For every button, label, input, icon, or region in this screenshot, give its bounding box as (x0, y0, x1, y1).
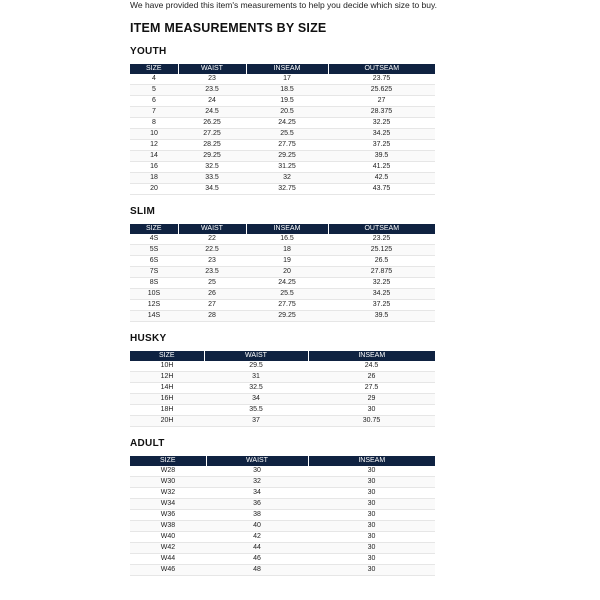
cell-inseam: 32 (246, 173, 328, 184)
cell-outseam: 27.875 (328, 267, 435, 278)
column-header-outseam: OUTSEAM (328, 224, 435, 234)
cell-waist: 42 (206, 532, 308, 543)
cell-size: W42 (130, 543, 206, 554)
cell-waist: 44 (206, 543, 308, 554)
cell-outseam: 37.25 (328, 140, 435, 151)
column-header-size: SIZE (130, 456, 206, 466)
cell-outseam: 39.5 (328, 311, 435, 322)
table-row (130, 278, 435, 289)
table-row (130, 300, 435, 311)
table-row (130, 256, 435, 267)
table-row (130, 532, 435, 543)
cell-outseam: 32.25 (328, 278, 435, 289)
table-row (130, 140, 435, 151)
table-row (130, 554, 435, 565)
table-row (130, 289, 435, 300)
section-title-youth: YOUTH (130, 46, 167, 57)
cell-waist: 29.25 (178, 151, 246, 162)
cell-size: 8 (130, 118, 178, 129)
column-header-size: SIZE (130, 64, 178, 74)
cell-size: 10H (130, 361, 204, 372)
cell-size: W40 (130, 532, 206, 543)
column-header-inseam: INSEAM (308, 351, 435, 361)
cell-inseam: 30 (308, 466, 435, 477)
table-header-row (130, 64, 435, 74)
table-row (130, 521, 435, 532)
cell-outseam: 25.125 (328, 245, 435, 256)
cell-outseam: 43.75 (328, 184, 435, 195)
intro-text: We have provided this item's measurements to help you decide which size to buy. (130, 0, 437, 10)
cell-waist: 27.25 (178, 129, 246, 140)
cell-inseam: 30 (308, 499, 435, 510)
cell-inseam: 19 (246, 256, 328, 267)
cell-inseam: 29 (308, 394, 435, 405)
cell-inseam: 30 (308, 477, 435, 488)
table-row (130, 372, 435, 383)
table-header-row (130, 224, 435, 234)
size-chart-page (130, 0, 436, 576)
cell-inseam: 20 (246, 267, 328, 278)
cell-inseam: 29.25 (246, 151, 328, 162)
cell-waist: 23.5 (178, 267, 246, 278)
cell-waist: 23 (178, 74, 246, 85)
table-row (130, 543, 435, 554)
cell-waist: 22.5 (178, 245, 246, 256)
column-header-inseam: INSEAM (246, 224, 328, 234)
cell-outseam: 39.5 (328, 151, 435, 162)
cell-outseam: 32.25 (328, 118, 435, 129)
cell-size: 5S (130, 245, 178, 256)
cell-waist: 33.5 (178, 173, 246, 184)
cell-waist: 32 (206, 477, 308, 488)
table-header-row (130, 351, 435, 361)
cell-size: W28 (130, 466, 206, 477)
size-table-youth (130, 64, 435, 195)
table-row (130, 477, 435, 488)
cell-outseam: 23.75 (328, 74, 435, 85)
cell-waist: 36 (206, 499, 308, 510)
table-row (130, 245, 435, 256)
table-row (130, 173, 435, 184)
cell-waist: 23.5 (178, 85, 246, 96)
column-header-waist: WAIST (206, 456, 308, 466)
cell-waist: 31 (204, 372, 308, 383)
cell-outseam: 25.625 (328, 85, 435, 96)
cell-inseam: 25.5 (246, 289, 328, 300)
size-table-adult (130, 456, 435, 576)
cell-waist: 34.5 (178, 184, 246, 195)
table-row (130, 184, 435, 195)
table-row (130, 488, 435, 499)
cell-size: 12 (130, 140, 178, 151)
column-header-size: SIZE (130, 351, 204, 361)
table-row (130, 118, 435, 129)
cell-outseam: 27 (328, 96, 435, 107)
cell-inseam: 26 (308, 372, 435, 383)
cell-outseam: 34.25 (328, 289, 435, 300)
cell-waist: 46 (206, 554, 308, 565)
column-header-waist: WAIST (178, 64, 246, 74)
table-header-row (130, 456, 435, 466)
cell-inseam: 27.75 (246, 300, 328, 311)
column-header-outseam: OUTSEAM (328, 64, 435, 74)
cell-inseam: 27.75 (246, 140, 328, 151)
cell-waist: 32.5 (204, 383, 308, 394)
cell-inseam: 30.75 (308, 416, 435, 427)
cell-waist: 48 (206, 565, 308, 576)
cell-size: 18 (130, 173, 178, 184)
cell-size: W44 (130, 554, 206, 565)
cell-size: W30 (130, 477, 206, 488)
table-row (130, 416, 435, 427)
cell-size: 10S (130, 289, 178, 300)
table-row (130, 267, 435, 278)
cell-waist: 38 (206, 510, 308, 521)
cell-size: 5 (130, 85, 178, 96)
cell-waist: 29.5 (204, 361, 308, 372)
table-row (130, 96, 435, 107)
cell-outseam: 37.25 (328, 300, 435, 311)
cell-waist: 26 (178, 289, 246, 300)
cell-waist: 28.25 (178, 140, 246, 151)
section-title-slim: SLIM (130, 206, 156, 217)
cell-inseam: 30 (308, 532, 435, 543)
table-row (130, 234, 435, 245)
cell-waist: 25 (178, 278, 246, 289)
cell-inseam: 18.5 (246, 85, 328, 96)
page-title: ITEM MEASUREMENTS BY SIZE (130, 21, 327, 35)
table-row (130, 162, 435, 173)
cell-outseam: 26.5 (328, 256, 435, 267)
table-row (130, 499, 435, 510)
cell-inseam: 30 (308, 488, 435, 499)
cell-outseam: 34.25 (328, 129, 435, 140)
section-title-adult: ADULT (130, 438, 165, 449)
cell-waist: 22 (178, 234, 246, 245)
cell-inseam: 30 (308, 554, 435, 565)
cell-waist: 23 (178, 256, 246, 267)
cell-waist: 30 (206, 466, 308, 477)
cell-inseam: 30 (308, 510, 435, 521)
cell-size: 14 (130, 151, 178, 162)
cell-inseam: 29.25 (246, 311, 328, 322)
cell-inseam: 30 (308, 565, 435, 576)
cell-size: W34 (130, 499, 206, 510)
cell-inseam: 16.5 (246, 234, 328, 245)
cell-size: 8S (130, 278, 178, 289)
table-row (130, 151, 435, 162)
cell-inseam: 30 (308, 521, 435, 532)
cell-waist: 28 (178, 311, 246, 322)
cell-size: 16 (130, 162, 178, 173)
cell-size: 14H (130, 383, 204, 394)
table-row (130, 74, 435, 85)
cell-size: 18H (130, 405, 204, 416)
cell-inseam: 25.5 (246, 129, 328, 140)
table-row (130, 311, 435, 322)
cell-inseam: 27.5 (308, 383, 435, 394)
cell-outseam: 42.5 (328, 173, 435, 184)
cell-waist: 27 (178, 300, 246, 311)
cell-waist: 34 (204, 394, 308, 405)
cell-size: 7 (130, 107, 178, 118)
cell-outseam: 23.25 (328, 234, 435, 245)
cell-waist: 26.25 (178, 118, 246, 129)
cell-waist: 34 (206, 488, 308, 499)
column-header-waist: WAIST (178, 224, 246, 234)
table-row (130, 383, 435, 394)
cell-size: 20 (130, 184, 178, 195)
cell-size: 12H (130, 372, 204, 383)
cell-inseam: 32.75 (246, 184, 328, 195)
column-header-waist: WAIST (204, 351, 308, 361)
table-row (130, 510, 435, 521)
cell-inseam: 30 (308, 543, 435, 554)
cell-size: 7S (130, 267, 178, 278)
cell-size: 14S (130, 311, 178, 322)
cell-size: W38 (130, 521, 206, 532)
cell-size: W36 (130, 510, 206, 521)
size-table-slim (130, 224, 435, 322)
cell-inseam: 18 (246, 245, 328, 256)
table-row (130, 85, 435, 96)
cell-inseam: 17 (246, 74, 328, 85)
cell-waist: 24 (178, 96, 246, 107)
section-title-husky: HUSKY (130, 333, 167, 344)
cell-outseam: 41.25 (328, 162, 435, 173)
size-table-husky (130, 351, 435, 427)
cell-size: 12S (130, 300, 178, 311)
column-header-size: SIZE (130, 224, 178, 234)
column-header-inseam: INSEAM (308, 456, 435, 466)
cell-size: 4 (130, 74, 178, 85)
table-row (130, 361, 435, 372)
cell-waist: 37 (204, 416, 308, 427)
cell-inseam: 20.5 (246, 107, 328, 118)
cell-size: 6S (130, 256, 178, 267)
cell-size: 6 (130, 96, 178, 107)
cell-inseam: 19.5 (246, 96, 328, 107)
cell-waist: 24.5 (178, 107, 246, 118)
cell-inseam: 30 (308, 405, 435, 416)
cell-waist: 40 (206, 521, 308, 532)
table-row (130, 129, 435, 140)
cell-size: 10 (130, 129, 178, 140)
cell-size: 4S (130, 234, 178, 245)
table-row (130, 565, 435, 576)
column-header-inseam: INSEAM (246, 64, 328, 74)
cell-inseam: 31.25 (246, 162, 328, 173)
cell-waist: 35.5 (204, 405, 308, 416)
cell-size: 16H (130, 394, 204, 405)
table-row (130, 107, 435, 118)
cell-waist: 32.5 (178, 162, 246, 173)
table-row (130, 466, 435, 477)
cell-size: 20H (130, 416, 204, 427)
table-row (130, 394, 435, 405)
cell-inseam: 24.25 (246, 118, 328, 129)
table-row (130, 405, 435, 416)
cell-size: W46 (130, 565, 206, 576)
cell-outseam: 28.375 (328, 107, 435, 118)
cell-size: W32 (130, 488, 206, 499)
cell-inseam: 24.25 (246, 278, 328, 289)
cell-inseam: 24.5 (308, 361, 435, 372)
